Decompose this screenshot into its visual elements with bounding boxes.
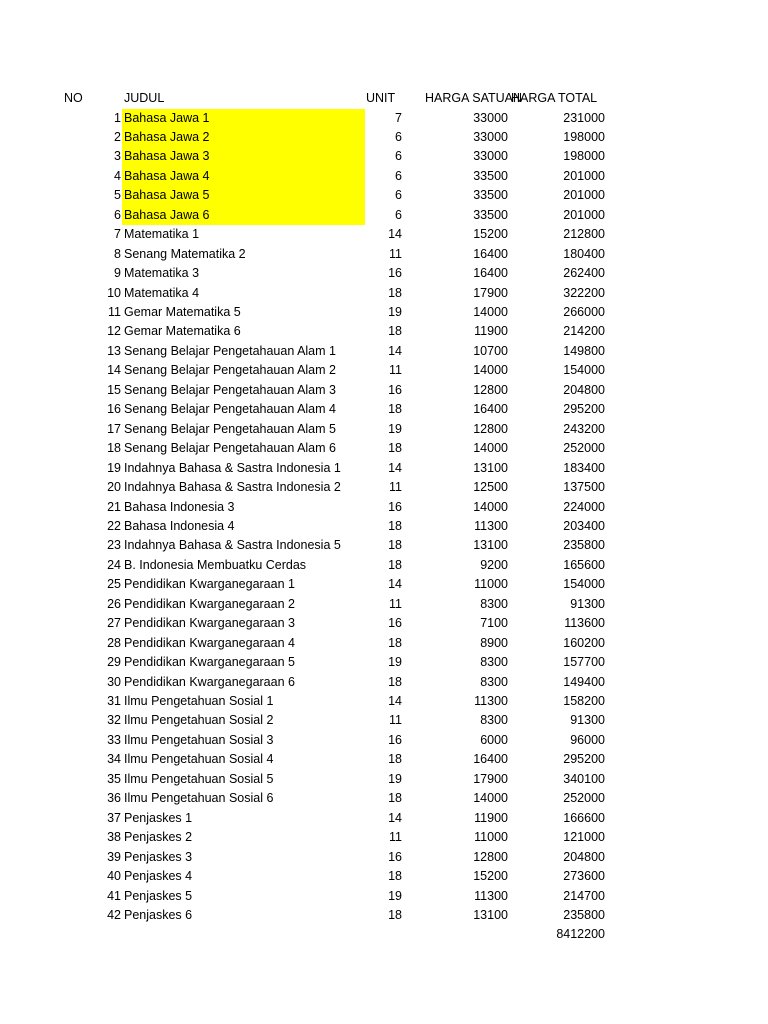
judul-cell[interactable]: Ilmu Pengetahuan Sosial 3 bbox=[124, 732, 274, 747]
table-row bbox=[0, 575, 768, 595]
harga-satuan-cell[interactable]: 9200 bbox=[480, 557, 508, 572]
no-cell[interactable]: 26 bbox=[107, 596, 121, 611]
no-cell[interactable]: 14 bbox=[107, 363, 121, 378]
harga-total-cell[interactable]: 235800 bbox=[563, 538, 605, 553]
harga-total-cell[interactable]: 203400 bbox=[563, 518, 605, 533]
harga-satuan-cell[interactable]: 33000 bbox=[473, 149, 508, 164]
table-row bbox=[0, 264, 768, 284]
unit-cell[interactable]: 6 bbox=[395, 168, 402, 183]
harga-total-cell[interactable]: 180400 bbox=[563, 246, 605, 261]
table-row bbox=[0, 167, 768, 187]
harga-total-cell[interactable]: 113600 bbox=[564, 616, 605, 631]
harga-total-cell[interactable]: 149400 bbox=[563, 674, 605, 689]
harga-satuan-cell[interactable]: 33500 bbox=[473, 168, 508, 183]
harga-satuan-cell[interactable]: 11300 bbox=[474, 518, 508, 533]
no-cell[interactable]: 22 bbox=[107, 518, 121, 533]
no-cell[interactable]: 8 bbox=[114, 246, 121, 261]
harga-total-cell[interactable]: 91300 bbox=[570, 596, 605, 611]
harga-satuan-cell[interactable]: 33500 bbox=[473, 188, 508, 203]
table-row bbox=[0, 906, 768, 926]
unit-cell[interactable]: 18 bbox=[388, 402, 402, 417]
table-row bbox=[0, 498, 768, 518]
harga-total-cell[interactable]: 154000 bbox=[563, 577, 605, 592]
table-row bbox=[0, 361, 768, 381]
harga-total-cell[interactable]: 157700 bbox=[563, 655, 605, 670]
table-row bbox=[0, 420, 768, 440]
table-row bbox=[0, 848, 768, 868]
unit-cell[interactable]: 18 bbox=[388, 869, 402, 884]
harga-satuan-cell[interactable]: 6000 bbox=[480, 732, 508, 747]
judul-cell[interactable]: Bahasa Jawa 5 bbox=[122, 186, 365, 206]
harga-satuan-cell[interactable]: 33000 bbox=[473, 129, 508, 144]
judul-cell[interactable]: Senang Belajar Pengetahauan Alam 1 bbox=[124, 343, 336, 358]
harga-total-cell[interactable]: 201000 bbox=[563, 168, 605, 183]
harga-satuan-cell[interactable]: 17900 bbox=[473, 285, 508, 300]
unit-cell[interactable]: 11 bbox=[389, 480, 402, 495]
no-cell[interactable]: 41 bbox=[107, 888, 121, 903]
no-cell[interactable]: 35 bbox=[107, 771, 121, 786]
unit-cell[interactable]: 14 bbox=[388, 810, 402, 825]
harga-satuan-cell[interactable]: 8300 bbox=[480, 674, 508, 689]
harga-satuan-cell[interactable]: 14000 bbox=[473, 791, 508, 806]
harga-total-cell[interactable]: 214200 bbox=[563, 324, 605, 339]
table-row bbox=[0, 381, 768, 401]
unit-cell[interactable]: 18 bbox=[388, 324, 402, 339]
no-cell[interactable]: 42 bbox=[107, 907, 121, 922]
harga-satuan-cell[interactable]: 8300 bbox=[480, 596, 508, 611]
table-row bbox=[0, 731, 768, 751]
harga-total-cell[interactable]: 204800 bbox=[563, 382, 605, 397]
judul-cell[interactable]: Matematika 3 bbox=[124, 266, 200, 281]
unit-cell[interactable]: 6 bbox=[395, 207, 402, 222]
harga-satuan-cell[interactable]: 8300 bbox=[480, 713, 508, 728]
harga-total-cell[interactable]: 166600 bbox=[563, 810, 605, 825]
unit-cell[interactable]: 19 bbox=[388, 305, 402, 319]
harga-satuan-cell[interactable]: 14000 bbox=[473, 363, 508, 378]
judul-cell[interactable]: Penjaskes 1 bbox=[124, 810, 193, 825]
grand-total-cell[interactable]: 8412200 bbox=[556, 927, 605, 942]
table-row bbox=[0, 109, 768, 129]
judul-cell[interactable]: Penjaskes 6 bbox=[124, 907, 193, 922]
table-row bbox=[0, 556, 768, 576]
no-cell[interactable]: 23 bbox=[107, 538, 121, 553]
harga-satuan-cell[interactable]: 12800 bbox=[473, 382, 508, 397]
table-row bbox=[0, 128, 768, 148]
no-cell[interactable]: 3 bbox=[114, 149, 121, 164]
table-row bbox=[0, 692, 768, 712]
no-cell[interactable]: 2 bbox=[114, 129, 121, 144]
harga-total-cell[interactable]: 154000 bbox=[563, 363, 605, 378]
table-row bbox=[0, 186, 768, 206]
judul-cell[interactable]: Indahnya Bahasa & Sastra Indonesia 5 bbox=[124, 538, 341, 553]
table-row bbox=[0, 867, 768, 887]
header-row bbox=[0, 89, 768, 109]
no-cell[interactable]: 19 bbox=[107, 460, 121, 475]
no-cell[interactable]: 29 bbox=[107, 655, 121, 670]
no-cell[interactable]: 40 bbox=[107, 869, 121, 884]
harga-satuan-cell[interactable]: 15200 bbox=[473, 227, 508, 242]
no-cell[interactable]: 31 bbox=[107, 694, 121, 708]
no-cell[interactable]: 10 bbox=[107, 285, 121, 300]
no-cell[interactable]: 32 bbox=[107, 713, 121, 728]
table-row bbox=[0, 828, 768, 848]
harga-satuan-cell[interactable]: 13100 bbox=[473, 460, 508, 475]
judul-cell[interactable]: Bahasa Jawa 6 bbox=[122, 206, 365, 226]
no-cell[interactable]: 16 bbox=[107, 402, 121, 417]
unit-cell[interactable]: 11 bbox=[389, 363, 402, 378]
harga-satuan-cell[interactable]: 10700 bbox=[473, 343, 508, 358]
unit-cell[interactable]: 6 bbox=[395, 188, 402, 203]
no-cell[interactable]: 9 bbox=[114, 266, 121, 281]
header-harga-total[interactable]: HARGA TOTAL bbox=[511, 91, 598, 105]
unit-cell[interactable]: 18 bbox=[388, 441, 402, 456]
harga-total-cell[interactable]: 96000 bbox=[570, 732, 605, 747]
no-cell[interactable]: 30 bbox=[107, 674, 121, 689]
no-cell[interactable]: 33 bbox=[107, 732, 121, 747]
unit-cell[interactable]: 18 bbox=[388, 674, 402, 689]
table-row bbox=[0, 322, 768, 342]
no-cell[interactable]: 25 bbox=[107, 577, 121, 592]
judul-cell[interactable]: Pendidikan Kwarganegaraan 1 bbox=[124, 577, 295, 592]
no-cell[interactable]: 13 bbox=[107, 343, 121, 358]
table-row bbox=[0, 400, 768, 420]
harga-total-cell[interactable]: 295200 bbox=[563, 402, 605, 417]
judul-cell[interactable]: Senang Belajar Pengetahauan Alam 2 bbox=[124, 363, 336, 378]
table-row bbox=[0, 595, 768, 615]
judul-cell[interactable]: Bahasa Indonesia 4 bbox=[124, 518, 235, 533]
unit-cell[interactable]: 18 bbox=[388, 518, 402, 533]
harga-total-cell[interactable]: 121000 bbox=[563, 830, 605, 845]
judul-cell[interactable]: Bahasa Jawa 4 bbox=[122, 167, 365, 187]
harga-satuan-cell[interactable]: 14000 bbox=[473, 499, 508, 514]
unit-cell[interactable]: 18 bbox=[388, 635, 402, 650]
judul-cell[interactable]: Pendidikan Kwarganegaraan 4 bbox=[124, 635, 295, 650]
header-no[interactable]: NO bbox=[64, 91, 83, 105]
harga-total-cell[interactable]: 340100 bbox=[563, 771, 605, 786]
judul-cell[interactable]: Penjaskes 2 bbox=[124, 830, 193, 845]
no-cell[interactable]: 6 bbox=[114, 207, 121, 222]
no-cell[interactable]: 34 bbox=[107, 752, 121, 767]
harga-total-cell[interactable]: 149800 bbox=[563, 343, 605, 358]
no-cell[interactable]: 12 bbox=[107, 324, 121, 339]
harga-satuan-cell[interactable]: 11300 bbox=[474, 888, 508, 903]
judul-cell[interactable]: Ilmu Pengetahuan Sosial 6 bbox=[124, 791, 274, 806]
header-unit[interactable]: UNIT bbox=[366, 91, 396, 105]
no-cell[interactable]: 7 bbox=[114, 227, 121, 242]
judul-cell[interactable]: Senang Belajar Pengetahauan Alam 6 bbox=[124, 441, 336, 456]
judul-cell[interactable]: Ilmu Pengetahuan Sosial 4 bbox=[124, 752, 274, 767]
harga-total-cell[interactable]: 158200 bbox=[563, 694, 605, 708]
harga-total-cell[interactable]: 201000 bbox=[563, 188, 605, 203]
harga-satuan-cell[interactable]: 15200 bbox=[473, 869, 508, 884]
unit-cell[interactable]: 14 bbox=[388, 577, 402, 592]
unit-cell[interactable]: 11 bbox=[389, 246, 402, 261]
table-row bbox=[0, 653, 768, 673]
unit-cell[interactable]: 14 bbox=[388, 343, 402, 358]
unit-cell[interactable]: 16 bbox=[388, 849, 402, 864]
harga-total-cell[interactable]: 295200 bbox=[563, 752, 605, 767]
harga-satuan-cell[interactable]: 33500 bbox=[473, 207, 508, 222]
table-row bbox=[0, 206, 768, 226]
harga-satuan-cell[interactable]: 16400 bbox=[473, 246, 508, 261]
judul-cell[interactable]: Matematika 4 bbox=[124, 285, 200, 300]
harga-satuan-cell[interactable]: 13100 bbox=[473, 538, 508, 553]
unit-cell[interactable]: 19 bbox=[388, 655, 402, 670]
judul-cell[interactable]: Indahnya Bahasa & Sastra Indonesia 2 bbox=[124, 480, 341, 495]
judul-cell[interactable]: Pendidikan Kwarganegaraan 6 bbox=[124, 674, 295, 689]
harga-satuan-cell[interactable]: 8300 bbox=[480, 655, 508, 670]
grand-total-row bbox=[0, 925, 768, 945]
harga-satuan-cell[interactable]: 17900 bbox=[473, 771, 508, 786]
harga-satuan-cell[interactable]: 11900 bbox=[474, 810, 508, 825]
unit-cell[interactable]: 6 bbox=[395, 129, 402, 144]
harga-satuan-cell[interactable]: 14000 bbox=[473, 305, 508, 319]
no-cell[interactable]: 5 bbox=[114, 188, 121, 203]
table-row bbox=[0, 225, 768, 245]
judul-cell[interactable]: Penjaskes 4 bbox=[124, 869, 193, 884]
table-row bbox=[0, 809, 768, 829]
table-row bbox=[0, 284, 768, 304]
no-cell[interactable]: 36 bbox=[107, 791, 121, 806]
judul-cell[interactable]: Senang Belajar Pengetahauan Alam 3 bbox=[124, 382, 336, 397]
no-cell[interactable]: 21 bbox=[107, 499, 121, 514]
no-cell[interactable]: 11 bbox=[108, 305, 121, 319]
header-harga-satuan[interactable]: HARGA SATUAN bbox=[425, 91, 523, 105]
harga-total-cell[interactable]: 231000 bbox=[563, 110, 605, 125]
no-cell[interactable]: 38 bbox=[107, 830, 121, 845]
harga-satuan-cell[interactable]: 11000 bbox=[474, 577, 508, 592]
no-cell[interactable]: 39 bbox=[107, 849, 121, 864]
table-row bbox=[0, 517, 768, 537]
harga-satuan-cell[interactable]: 7100 bbox=[480, 616, 508, 631]
harga-total-cell[interactable]: 160200 bbox=[563, 635, 605, 650]
harga-total-cell[interactable]: 252000 bbox=[563, 791, 605, 806]
harga-total-cell[interactable]: 235800 bbox=[563, 907, 605, 922]
unit-cell[interactable]: 18 bbox=[388, 285, 402, 300]
no-cell[interactable]: 20 bbox=[107, 480, 121, 495]
unit-cell[interactable]: 18 bbox=[388, 791, 402, 806]
harga-total-cell[interactable]: 224000 bbox=[563, 499, 605, 514]
no-cell[interactable]: 17 bbox=[107, 421, 121, 436]
no-cell[interactable]: 15 bbox=[107, 382, 121, 397]
judul-cell[interactable]: Bahasa Jawa 1 bbox=[122, 109, 365, 129]
judul-cell[interactable]: B. Indonesia Membuatku Cerdas bbox=[124, 557, 307, 572]
table-row bbox=[0, 789, 768, 809]
judul-cell[interactable]: Penjaskes 3 bbox=[124, 849, 193, 864]
table-row bbox=[0, 770, 768, 790]
table-row bbox=[0, 147, 768, 167]
no-cell[interactable]: 37 bbox=[107, 810, 121, 825]
table-row bbox=[0, 750, 768, 770]
harga-satuan-cell[interactable]: 12800 bbox=[473, 421, 508, 436]
judul-cell[interactable]: Pendidikan Kwarganegaraan 3 bbox=[124, 616, 295, 631]
unit-cell[interactable]: 18 bbox=[388, 538, 402, 553]
table-row bbox=[0, 303, 768, 323]
table-row bbox=[0, 634, 768, 654]
harga-total-cell[interactable]: 212800 bbox=[563, 227, 605, 242]
no-cell[interactable]: 18 bbox=[107, 441, 121, 456]
unit-cell[interactable]: 19 bbox=[388, 421, 402, 436]
judul-cell[interactable]: Gemar Matematika 6 bbox=[124, 324, 241, 339]
table-row bbox=[0, 614, 768, 634]
harga-satuan-cell[interactable]: 33000 bbox=[473, 110, 508, 125]
table-row bbox=[0, 887, 768, 907]
unit-cell[interactable]: 16 bbox=[388, 382, 402, 397]
unit-cell[interactable]: 14 bbox=[388, 460, 402, 475]
unit-cell[interactable]: 16 bbox=[388, 499, 402, 514]
table-row bbox=[0, 342, 768, 362]
harga-satuan-cell[interactable]: 11000 bbox=[474, 830, 508, 845]
harga-total-cell[interactable]: 252000 bbox=[563, 441, 605, 456]
judul-cell[interactable]: Ilmu Pengetahuan Sosial 2 bbox=[124, 713, 274, 728]
judul-cell[interactable]: Pendidikan Kwarganegaraan 2 bbox=[124, 596, 295, 611]
unit-cell[interactable]: 14 bbox=[388, 694, 402, 708]
harga-satuan-cell[interactable]: 16400 bbox=[473, 266, 508, 281]
unit-cell[interactable]: 18 bbox=[388, 557, 402, 572]
harga-satuan-cell[interactable]: 11300 bbox=[474, 694, 508, 708]
unit-cell[interactable]: 19 bbox=[388, 888, 402, 903]
judul-cell[interactable]: Senang Belajar Pengetahauan Alam 4 bbox=[124, 402, 336, 417]
unit-cell[interactable]: 16 bbox=[388, 732, 402, 747]
table-row bbox=[0, 673, 768, 693]
harga-satuan-cell[interactable]: 16400 bbox=[473, 402, 508, 417]
unit-cell[interactable]: 7 bbox=[395, 110, 402, 125]
no-cell[interactable]: 28 bbox=[107, 635, 121, 650]
judul-cell[interactable]: Ilmu Pengetahuan Sosial 1 bbox=[124, 694, 274, 708]
table-row bbox=[0, 245, 768, 265]
judul-cell[interactable]: Bahasa Jawa 3 bbox=[122, 147, 365, 167]
harga-satuan-cell[interactable]: 14000 bbox=[473, 441, 508, 456]
unit-cell[interactable]: 16 bbox=[388, 266, 402, 281]
judul-cell[interactable]: Pendidikan Kwarganegaraan 5 bbox=[124, 655, 295, 670]
harga-total-cell[interactable]: 262400 bbox=[563, 266, 605, 281]
harga-total-cell[interactable]: 214700 bbox=[563, 888, 605, 903]
harga-total-cell[interactable]: 137500 bbox=[563, 480, 605, 495]
unit-cell[interactable]: 18 bbox=[388, 907, 402, 922]
harga-total-cell[interactable]: 91300 bbox=[570, 713, 605, 728]
harga-total-cell[interactable]: 198000 bbox=[563, 129, 605, 144]
unit-cell[interactable]: 6 bbox=[395, 149, 402, 164]
no-cell[interactable]: 1 bbox=[114, 110, 121, 125]
table-row bbox=[0, 478, 768, 498]
no-cell[interactable]: 24 bbox=[107, 557, 121, 572]
harga-total-cell[interactable]: 243200 bbox=[563, 421, 605, 436]
judul-cell[interactable]: Penjaskes 5 bbox=[124, 888, 193, 903]
unit-cell[interactable]: 11 bbox=[389, 830, 402, 845]
harga-total-cell[interactable]: 266000 bbox=[563, 305, 605, 319]
harga-satuan-cell[interactable]: 16400 bbox=[473, 752, 508, 767]
judul-cell[interactable]: Gemar Matematika 5 bbox=[124, 305, 241, 319]
judul-cell[interactable]: Senang Matematika 2 bbox=[124, 246, 246, 261]
harga-total-cell[interactable]: 322200 bbox=[563, 285, 605, 300]
table-row bbox=[0, 711, 768, 731]
header-judul[interactable]: JUDUL bbox=[124, 91, 165, 105]
harga-satuan-cell[interactable]: 12800 bbox=[473, 849, 508, 864]
harga-total-cell[interactable]: 165600 bbox=[563, 557, 605, 572]
judul-cell[interactable]: Matematika 1 bbox=[124, 227, 200, 242]
harga-satuan-cell[interactable]: 12500 bbox=[473, 480, 508, 495]
unit-cell[interactable]: 19 bbox=[388, 771, 402, 786]
harga-satuan-cell[interactable]: 11900 bbox=[474, 324, 508, 339]
table-row bbox=[0, 459, 768, 479]
judul-cell[interactable]: Bahasa Jawa 2 bbox=[122, 128, 365, 148]
unit-cell[interactable]: 18 bbox=[388, 752, 402, 767]
unit-cell[interactable]: 14 bbox=[388, 227, 402, 242]
table-row bbox=[0, 439, 768, 459]
harga-satuan-cell[interactable]: 13100 bbox=[473, 907, 508, 922]
harga-total-cell[interactable]: 204800 bbox=[563, 849, 605, 864]
harga-total-cell[interactable]: 273600 bbox=[563, 869, 605, 884]
judul-cell[interactable]: Bahasa Indonesia 3 bbox=[124, 499, 235, 514]
judul-cell[interactable]: Indahnya Bahasa & Sastra Indonesia 1 bbox=[124, 460, 341, 475]
judul-cell[interactable]: Senang Belajar Pengetahauan Alam 5 bbox=[124, 421, 336, 436]
unit-cell[interactable]: 16 bbox=[388, 616, 402, 631]
unit-cell[interactable]: 11 bbox=[389, 713, 402, 728]
harga-total-cell[interactable]: 198000 bbox=[563, 149, 605, 164]
no-cell[interactable]: 27 bbox=[107, 616, 121, 631]
table-row bbox=[0, 536, 768, 556]
judul-cell[interactable]: Ilmu Pengetahuan Sosial 5 bbox=[124, 771, 274, 786]
unit-cell[interactable]: 11 bbox=[389, 596, 402, 611]
harga-satuan-cell[interactable]: 8900 bbox=[480, 635, 508, 650]
harga-total-cell[interactable]: 183400 bbox=[563, 460, 605, 475]
no-cell[interactable]: 4 bbox=[114, 168, 121, 183]
harga-total-cell[interactable]: 201000 bbox=[563, 207, 605, 222]
